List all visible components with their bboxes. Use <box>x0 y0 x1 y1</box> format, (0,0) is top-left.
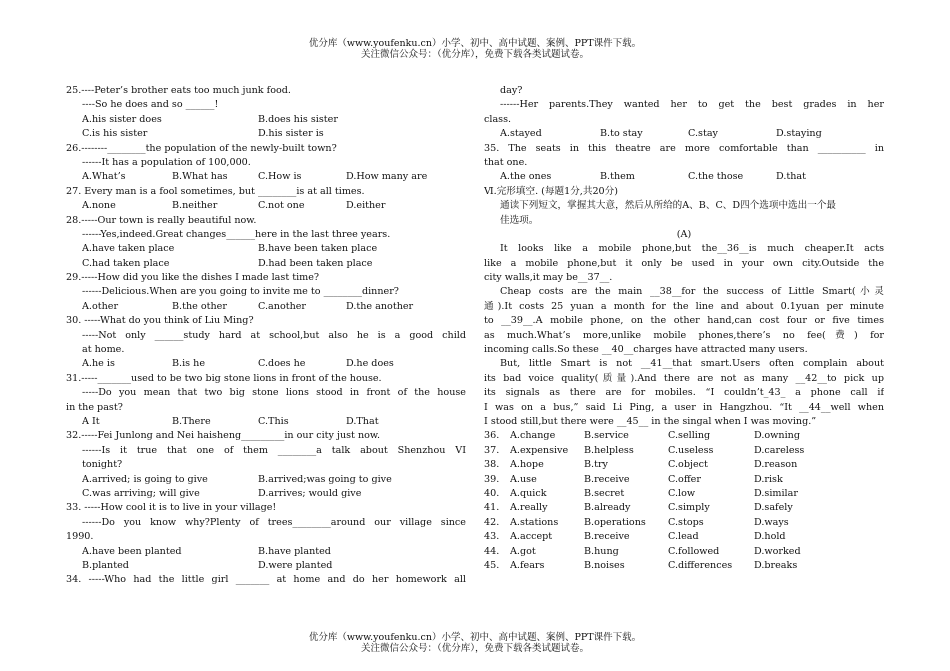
option: C.How is <box>258 171 302 183</box>
option: D.careless <box>754 444 805 456</box>
header-line-1: 优分库（www.youfenku.cn）小学、初中、高中试题、案例、PPT课件下载。 <box>308 38 642 49</box>
q34-answer: ------Her parents.They wanted her to get the best grades in her <box>500 99 884 111</box>
option-number: 41. <box>484 502 500 514</box>
option: D.either <box>346 200 386 212</box>
option-number: 38. <box>484 459 500 471</box>
option: C.offer <box>668 473 701 485</box>
q30-answer: -----Not only ______study hard at school,but also he is a good child <box>82 329 466 341</box>
passage-line: 通).It costs 25 yuan a month for the line and about 0.1yuan per minute <box>484 300 884 312</box>
page-footer <box>0 632 950 654</box>
option-number: 39. <box>484 473 500 485</box>
cloze-options <box>484 429 884 573</box>
cloze-option-row <box>484 429 884 443</box>
option: A.other <box>82 300 119 312</box>
option: B.arrived;was going to give <box>258 473 392 485</box>
option: C.another <box>258 300 307 312</box>
option: B.receive <box>584 473 630 485</box>
option: B.secret <box>584 487 625 499</box>
q29-answer: ------Delicious.When are you going to invite me to ________dinner? <box>82 286 399 298</box>
option: B.hung <box>584 545 619 557</box>
cloze-option-row <box>484 473 884 487</box>
option: D.breaks <box>754 559 798 571</box>
q34-cont-line-1: day? <box>500 85 523 96</box>
option: C.had taken place <box>82 257 170 269</box>
q34-answer-cont: class. <box>484 113 512 125</box>
cloze-option-row <box>484 487 884 501</box>
option-number: 45. <box>484 559 500 571</box>
option: A.his sister does <box>82 113 162 125</box>
option: B.try <box>584 459 608 471</box>
option: A.arrived; is going to give <box>82 473 208 485</box>
passage-line: city walls,it may be__37__. <box>484 272 613 284</box>
option: B.already <box>584 502 631 514</box>
option: B.receive <box>584 531 630 543</box>
cloze-option-row <box>484 516 884 530</box>
q30-question: 30. -----What do you think of Liu Ming? <box>66 315 254 327</box>
section-instructions: 通读下列短文，掌握其大意，然后从所给的A、B、C、D四个选项中选出一个最 <box>500 200 837 212</box>
q28-question: 28.-----Our town is really beautiful now. <box>66 214 257 226</box>
option-number: 44. <box>484 545 500 557</box>
cloze-option-row <box>484 444 884 458</box>
option: B.have planted <box>258 545 331 557</box>
q28-options <box>66 242 466 271</box>
footer-line-1: 优分库（www.youfenku.cn）小学、初中、高中试题、案例、PPT课件下载。 <box>308 632 642 643</box>
q33-question: 33. -----How cool it is to live in your village! <box>66 502 277 514</box>
cloze-option-row <box>484 458 884 472</box>
option: D.the another <box>346 300 414 312</box>
option: C.object <box>668 459 708 471</box>
option: C.lead <box>668 531 699 543</box>
option: A.quick <box>510 487 547 499</box>
option: D.reason <box>754 459 798 471</box>
passage-label: (A) <box>676 228 692 240</box>
cloze-option-row <box>484 530 884 544</box>
option-number: 40. <box>484 487 500 499</box>
option: D.risk <box>754 473 783 485</box>
cloze-option-row <box>484 501 884 515</box>
option: A.have been planted <box>82 545 182 557</box>
option: B.them <box>600 171 635 183</box>
q26-options <box>66 170 466 184</box>
option: C.followed <box>668 545 720 557</box>
option: C.differences <box>668 559 733 571</box>
option: A.accept <box>510 531 553 543</box>
q25-answer: ----So he does and so ______! <box>82 99 219 111</box>
option: C.does he <box>258 358 306 370</box>
option: D.similar <box>754 487 798 499</box>
passage-line: its bad voice quality(质量).And there are not as many __42__to pick up <box>484 372 884 384</box>
option: D.that <box>776 171 807 183</box>
q26-answer: ------It has a population of 100,000. <box>82 156 251 168</box>
option: A.hope <box>510 459 544 471</box>
q25-options <box>66 113 466 142</box>
option: D.arrives; would give <box>258 487 362 499</box>
q33-answer-cont: 1990. <box>66 531 94 543</box>
passage-line: I was on a bus,” said Li Ping, a user in Hangzhou. “It __44__well when <box>484 401 884 413</box>
option-number: 36. <box>484 430 500 442</box>
q32-options <box>66 473 466 502</box>
q35-options <box>484 170 884 184</box>
option-number: 37. <box>484 444 500 456</box>
q34-question: 34. -----Who had the little girl _______ at home and do her homework all <box>66 574 466 586</box>
option: C.is his sister <box>82 128 148 140</box>
option: C.selling <box>668 430 711 442</box>
passage-line: to __39__.A mobile phone, on the other hand,can cost four or five times <box>484 315 884 327</box>
option: C.This <box>258 415 289 427</box>
right-column <box>484 84 884 573</box>
q26-question: 26.--------________the population of the newly-built town? <box>66 142 337 154</box>
option: B.operations <box>584 516 646 528</box>
option: B.What has <box>172 171 228 183</box>
option: A.stayed <box>500 128 542 140</box>
q25-question: 25.----Peter’s brother eats too much junk food. <box>66 85 291 96</box>
passage-line: incoming calls.So these __40__charges have attracted many users. <box>484 344 808 356</box>
option: A.have taken place <box>82 243 175 255</box>
q33-options <box>66 545 466 574</box>
q29-question: 29.-----How did you like the dishes I made last time? <box>66 272 320 284</box>
left-column <box>66 84 466 588</box>
option: C.useless <box>668 444 714 456</box>
option: D.That <box>346 415 379 427</box>
option: A.stations <box>510 516 559 528</box>
q32-answer-cont: tonight? <box>82 459 123 471</box>
option: B.helpless <box>584 444 634 456</box>
option: C.stops <box>668 516 704 528</box>
option: C.simply <box>668 502 710 514</box>
option: C.not one <box>258 200 305 212</box>
option: B.have been taken place <box>258 243 378 255</box>
q30-options <box>66 357 466 371</box>
option: B.does his sister <box>258 113 338 125</box>
section-title: Ⅵ.完形填空. (每题1分,共20分) <box>484 185 618 197</box>
option: B.to stay <box>600 128 643 140</box>
cloze-option-row <box>484 559 884 573</box>
option: C.stay <box>688 128 718 140</box>
footer-line-2: 关注微信公众号：（优分库），免费下载各类试题试卷。 <box>360 643 589 654</box>
option-number: 42. <box>484 516 500 528</box>
q27-question: 27. Every man is a fool sometimes, but ________is at all times. <box>66 185 365 197</box>
option: A.change <box>510 430 556 442</box>
option: D.safely <box>754 502 793 514</box>
option: B.neither <box>172 200 218 212</box>
option: D.hold <box>754 531 786 543</box>
q31-question: 31.-----_______used to be two big stone lions in front of the house. <box>66 372 382 384</box>
q31-answer: -----Do you mean that two big stone lions stood in front of the house <box>82 387 466 399</box>
option: D.he does <box>346 358 394 370</box>
option: D.owning <box>754 430 800 442</box>
option: B.noises <box>584 559 625 571</box>
passage-line: like a mobile phone,but it only be used in your own city.Outside the <box>484 257 884 269</box>
option: A.none <box>82 200 116 212</box>
option: A.fears <box>510 559 545 571</box>
option: C.low <box>668 487 696 499</box>
option: B.service <box>584 430 629 442</box>
option: A.the ones <box>500 171 552 183</box>
q32-answer: ------Is it true that one of them ________a talk about Shenzhou VI <box>82 444 466 456</box>
option: D.worked <box>754 545 801 557</box>
passage-line: as much.What’s more,unlike mobile phones,there’s no fee(费) for <box>484 329 884 341</box>
q32-question: 32.-----Fei Junlong and Nei haisheng_________in our city just now. <box>66 430 381 442</box>
option: D.How many are <box>346 171 428 183</box>
q29-options <box>66 300 466 314</box>
option: A It <box>82 415 100 427</box>
q31-answer-cont: in the past? <box>66 401 123 413</box>
q28-answer: ------Yes,indeed.Great changes______here in the last three years. <box>82 228 391 240</box>
option: B.planted <box>82 559 129 571</box>
option: A.expensive <box>510 444 569 456</box>
passage-line: It looks like a mobile phone,but the__36__is much cheaper.It acts <box>500 243 884 255</box>
passage-line: its signals as there are for mobiles. “I couldn’t_43_ a phone call if <box>484 387 884 399</box>
q35-question: 35. The seats in this theatre are more comfortable than __________ in <box>484 142 884 154</box>
option: A.really <box>510 502 548 514</box>
header-line-2: 关注微信公众号：（优分库），免费下载各类试题试卷。 <box>360 49 589 60</box>
option: A.use <box>510 473 537 485</box>
option: B.is he <box>172 358 205 370</box>
q31-options <box>66 415 466 429</box>
option: D.his sister is <box>258 128 324 140</box>
option: D.ways <box>754 516 789 528</box>
option: A.he is <box>82 358 115 370</box>
q33-answer: ------Do you know why?Plenty of trees________around our village since <box>82 516 466 528</box>
q30-answer-cont: at home. <box>82 344 125 356</box>
q34-options <box>484 127 884 141</box>
section-instructions-cont: 佳选项。 <box>500 214 539 226</box>
option-number: 43. <box>484 531 500 543</box>
cloze-option-row <box>484 545 884 559</box>
option: C.the those <box>688 171 744 183</box>
option: D.were planted <box>258 559 333 571</box>
option: D.had been taken place <box>258 257 373 269</box>
q27-options <box>66 199 466 213</box>
option: B.the other <box>172 300 227 312</box>
option: B.There <box>172 415 211 427</box>
passage-line: Cheap costs are the main __38__for the success of Little Smart(小灵 <box>500 286 884 298</box>
page-header <box>0 38 950 60</box>
q35-question-cont: that one. <box>484 156 528 168</box>
option: A.What’s <box>82 171 126 183</box>
option: A.got <box>510 545 536 557</box>
option: D.staying <box>776 128 822 140</box>
passage-line: But, little Smart is not __41__that smart.Users often complain about <box>500 358 884 370</box>
option: C.was arriving; will give <box>82 487 200 499</box>
passage-line: I stood still,but there were __45__ in the singal when I was moving.” <box>484 415 817 427</box>
